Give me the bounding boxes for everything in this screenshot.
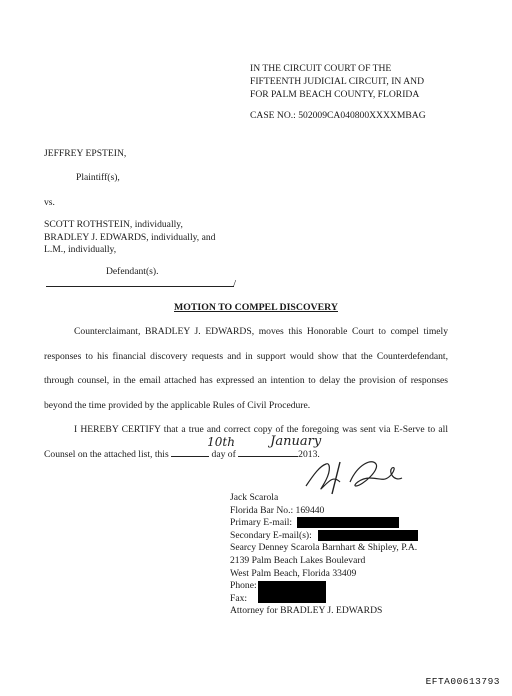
handwritten-day: 10th [207,435,235,450]
court-line: FIFTEENTH JUDICIAL CIRCUIT, IN AND [250,75,425,87]
caption-slash: / [233,278,237,290]
handwritten-month: January [270,434,322,450]
bar-number: Florida Bar No.: 169440 [230,504,325,516]
court-caption [250,63,424,101]
plaintiff-role: Plaintiff(s), [76,172,120,183]
court-line: IN THE CIRCUIT COURT OF THE [250,63,392,74]
secondary-email-row [230,530,418,543]
address-line: West Palm Beach, Florida 33409 [230,567,357,579]
phone-row [230,580,418,593]
fax-row [230,593,418,606]
document-body [44,320,448,468]
redaction-bar [297,517,399,528]
defendants-list [44,219,215,257]
fax-label: Fax: [230,592,248,604]
certificate-year: 2013. [298,448,320,460]
attorney-for: Attorney for BRADLEY J. EDWARDS [230,605,383,617]
document-title: MOTION TO COMPEL DISCOVERY [174,302,338,313]
address-line: 2139 Palm Beach Lakes Boulevard [230,554,366,566]
defendant-line: BRADLEY J. EDWARDS, individually, and [44,231,216,243]
defendant-line: SCOTT ROTHSTEIN, individually, [44,219,183,230]
phone-label: Phone: [230,580,257,592]
signature-block [230,492,418,618]
redaction-bar [318,530,418,541]
primary-email-row [230,517,418,530]
certificate-day-of: day of [211,448,236,460]
attorney-name: Jack Scarola [230,492,279,503]
secondary-email-label: Secondary E-mail(s): [230,529,312,541]
defendant-line: L.M., individually, [44,244,117,256]
defendant-role: Defendant(s). [106,266,159,277]
versus: vs. [44,197,55,208]
body-paragraph: Counterclaimant, BRADLEY J. EDWARDS, moves this Honorable Court to compel timely responses to his financial discovery requests and in support would show that the Counterdefendant, through counsel, in the email attached has expressed an intention to delay the provision of responses beyond the time provided by the applicable Rules of Civil Procedure. [44,326,448,411]
case-number: CASE NO.: 502009CA040800XXXXMBAG [250,110,426,121]
caption-separator [46,286,234,287]
certificate-text: I HEREBY CERTIFY that a true and correct copy of the foregoing was sent via E-Serve to all Counsel on the attached list, this [44,424,448,460]
primary-email-label: Primary E-mail: [230,517,293,529]
firm-name: Searcy Denney Scarola Barnhart & Shipley, P.A. [230,542,418,554]
court-line: FOR PALM BEACH COUNTY, FLORIDA [250,88,420,100]
bates-number: EFTA00613793 [425,676,500,688]
plaintiff-name: JEFFREY EPSTEIN, [44,148,127,159]
